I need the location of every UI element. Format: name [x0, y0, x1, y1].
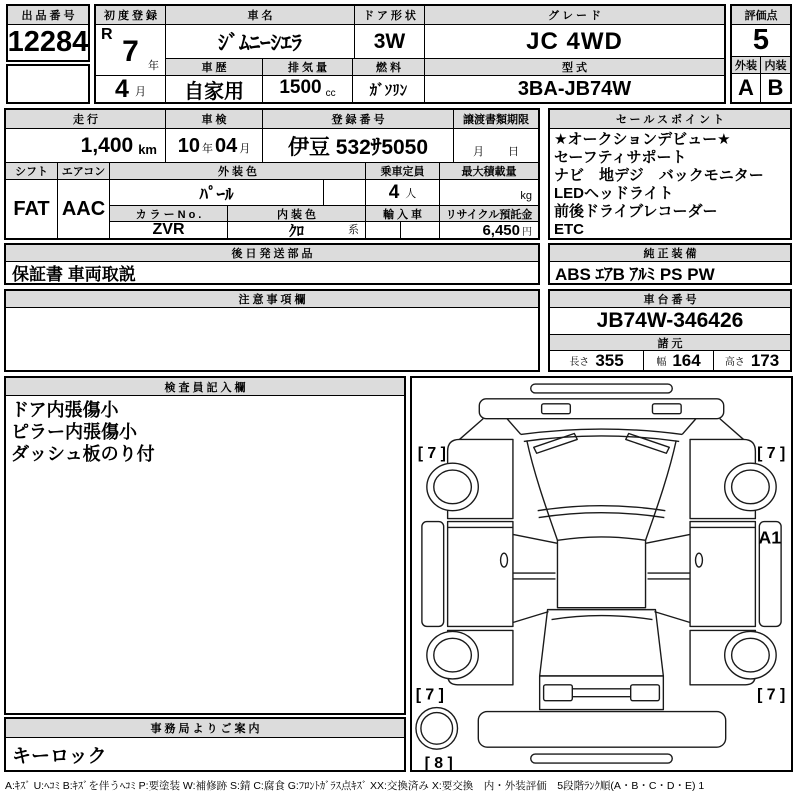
transfer-value-cell: [454, 129, 538, 163]
recycle-cell: [440, 222, 538, 238]
mileage-value-cell: [6, 129, 166, 163]
oem-equipment-label: 純正装備: [550, 245, 790, 262]
car-name-text: ｼﾞﾑﾆｰｼｴﾗ: [218, 31, 302, 55]
shaken-label: 車検: [166, 110, 263, 129]
front-bumper: [479, 399, 723, 419]
car-top-view-diagram: [412, 378, 791, 770]
model-label: 型式: [425, 59, 724, 76]
mileage-label: 走行: [6, 110, 166, 129]
capacity-unit: 人: [405, 188, 417, 200]
windshield-side-left: [527, 440, 558, 540]
first-reg-month-unit: 月: [134, 86, 146, 98]
office-notice-value: キーロック: [12, 745, 107, 767]
aircon-value: AAC: [58, 180, 110, 238]
first-reg-year: 7: [122, 35, 139, 68]
sales-point-line: セーフティサポート: [554, 149, 687, 166]
tire-marker-rear-left: [ 7 ]: [415, 686, 444, 704]
color-no-value: ZVR: [110, 222, 228, 238]
door-label: ドア形状: [355, 6, 425, 25]
tail-light-right: [631, 685, 660, 701]
displacement-value: 1500: [279, 77, 322, 98]
fuel-value: ｶﾞｿﾘﾝ: [353, 76, 425, 102]
shaken-month: 04: [215, 135, 238, 157]
rocker-left: [422, 522, 444, 627]
door-right: [690, 522, 755, 627]
auction-no-box: [6, 4, 90, 62]
displacement-value-cell: [263, 76, 353, 102]
reg-no-value: 伊豆 532ｻ5050: [263, 129, 454, 163]
first-reg-month: 4: [115, 76, 129, 102]
spec-width-value: 164: [672, 351, 701, 370]
car-name-value: [166, 25, 355, 59]
model-value: 3BA-JB74W: [517, 77, 632, 100]
oem-equipment-value: ABS ｴｱB ｱﾙﾐ PS PW: [555, 265, 715, 283]
int-grade-label: 内装: [761, 57, 790, 74]
first-reg-label: 初度登録: [96, 6, 166, 25]
hood-edge: [521, 429, 682, 434]
auction-no-value: 12284: [8, 26, 88, 58]
shaken-year: 10: [177, 135, 200, 157]
later-parts-box: [4, 243, 540, 285]
shift-label: シフト: [6, 163, 58, 180]
registration-box: [4, 108, 540, 240]
capacity-value: 4: [388, 181, 400, 203]
ext-grade-value: A: [732, 74, 761, 102]
first-reg-year-unit: 年: [148, 60, 159, 72]
door-value: 3W: [355, 25, 425, 59]
windshield-side-right: [646, 440, 677, 540]
oem-equipment-box: [548, 243, 792, 285]
inspector-note-line: ダッシュ板のり付: [11, 444, 155, 464]
aircon-label: エアコン: [58, 163, 110, 180]
spare-tire-marker: [ 8 ]: [424, 754, 453, 770]
spec-width-label: 幅: [656, 357, 667, 368]
office-notice-box: [4, 717, 406, 772]
first-reg-year-cell: [96, 25, 166, 76]
int-color-label: 内装色: [228, 206, 366, 222]
max-load-unit: kg: [520, 190, 532, 202]
int-grade-value: B: [767, 75, 784, 100]
spec-height-cell: [714, 351, 790, 370]
spec-height-value: 173: [750, 351, 780, 370]
shaken-month-unit: 月: [239, 143, 251, 155]
inspector-box: [4, 376, 406, 715]
spec-height-label: 高さ: [724, 357, 745, 368]
car-name-label: 車名: [166, 6, 355, 25]
ext-color-label: 外装色: [110, 163, 366, 180]
door-left: [448, 522, 513, 627]
transfer-day-unit: 日: [508, 146, 519, 158]
shift-value: FAT: [6, 180, 58, 238]
rear-window: [540, 610, 664, 676]
ext-color-extra-cell: [324, 180, 366, 206]
displacement-label: 排気量: [263, 59, 353, 76]
front-top-bar: [531, 384, 673, 393]
ext-color-value: ﾊﾟｰﾙ: [110, 180, 324, 206]
recycle-value: 6,450: [482, 222, 520, 238]
int-color-cell: [228, 222, 366, 238]
shaken-year-unit: 年: [202, 143, 213, 155]
grade-label: グレード: [425, 6, 724, 25]
door-handle-left: [501, 553, 508, 567]
import-cell-2: [401, 222, 440, 238]
sales-point-line: ★オークションデビュー★: [554, 131, 731, 148]
chassis-value: JB74W-346426: [550, 308, 790, 335]
max-load-label: 最大積載量: [440, 163, 538, 180]
first-reg-era: R: [101, 26, 113, 43]
tail-light-left: [544, 685, 573, 701]
mileage-value: 1,400: [80, 133, 134, 157]
roof-floor: [557, 537, 645, 608]
import-label: 輸入車: [366, 206, 440, 222]
transfer-label: 譲渡書類期限: [454, 110, 538, 129]
sales-point-line: ETC: [554, 221, 584, 238]
chassis-label: 車台番号: [550, 291, 790, 308]
later-parts-value: 保証書 車両取説: [12, 265, 136, 283]
first-reg-month-cell: [96, 76, 166, 102]
int-color-value: ｸﾛ: [288, 222, 304, 238]
max-load-cell: [440, 180, 538, 206]
ext-grade-label: 外装: [732, 57, 761, 74]
notes-value: [6, 308, 538, 370]
score-label: 評価点: [732, 6, 790, 25]
score-value: 5: [732, 25, 790, 57]
shaken-value-cell: [166, 129, 263, 163]
auction-no-label: 出品番号: [8, 6, 88, 25]
spec-length-label: 長さ: [569, 357, 590, 368]
spec-width-cell: [644, 351, 714, 370]
spec-length-value: 355: [595, 351, 624, 370]
damage-marker-a1: A1: [758, 527, 782, 548]
sales-points-box: [548, 108, 792, 240]
transfer-month-unit: 月: [473, 146, 484, 158]
rear-bottom-bar: [531, 754, 673, 763]
vehicle-header-box: [94, 4, 726, 104]
grade-value: JC 4WD: [425, 25, 724, 59]
mileage-unit: km: [138, 142, 157, 157]
damage-diagram-box: [410, 376, 793, 772]
recycle-unit: 円: [522, 226, 532, 238]
sales-point-line: ナビ 地デジ バックモニター: [554, 167, 764, 184]
tailgate: [540, 676, 664, 710]
int-color-suffix: 系: [348, 224, 359, 236]
sales-points-list: [554, 131, 764, 239]
capacity-label: 乗車定員: [366, 163, 440, 180]
capacity-value-cell: [366, 180, 440, 206]
inspector-label: 検査員記入欄: [6, 378, 404, 396]
tire-marker-front-right: [ 7 ]: [757, 445, 786, 463]
inspector-notes: [11, 399, 155, 465]
sales-point-line: LEDヘッドライト: [554, 185, 674, 202]
inspector-note-line: ピラー内張傷小: [11, 422, 137, 442]
import-cell-1: [366, 222, 401, 238]
later-parts-label: 後日発送部品: [6, 245, 538, 262]
score-box: [730, 4, 792, 104]
spec-length-cell: [550, 351, 644, 370]
auction-no-empty-box: [6, 64, 90, 104]
history-value: 自家用: [166, 76, 263, 102]
tire-marker-rear-right: [ 7 ]: [757, 686, 786, 704]
office-notice-label: 事務局よりご案内: [6, 719, 404, 738]
reg-no-label: 登録番号: [263, 110, 454, 129]
sales-points-label: セールスポイント: [550, 110, 790, 129]
history-label: 車歴: [166, 59, 263, 76]
notes-label: 注意事項欄: [6, 291, 538, 308]
displacement-unit: cc: [325, 88, 336, 99]
legend-text: A:ｷｽﾞ U:ﾍｺﾐ B:ｷｽﾞを伴うﾍｺﾐ P:要塗装 W:補修跡 S:錆 C:腐食 G:ﾌﾛﾝﾄｶﾞﾗｽ点ｷｽﾞ XX:交換済み X:要交換 内・外装評価 5段階ﾗﾝｸ順(A・B・C・D・E) 1: [5, 780, 705, 792]
tire-marker-front-left: [ 7 ]: [417, 445, 446, 463]
door-handle-right: [696, 553, 703, 567]
specs-label: 諸元: [550, 335, 790, 351]
rear-bumper: [478, 712, 725, 748]
fuel-label: 燃料: [353, 59, 425, 76]
sales-point-line: 前後ドライブレコーダー: [554, 203, 718, 220]
chassis-box: [548, 289, 792, 372]
color-no-label: カラーNo.: [110, 206, 228, 222]
notes-box: [4, 289, 540, 372]
recycle-label: リサイクル預託金: [440, 206, 538, 222]
inspector-note-line: ドア内張傷小: [11, 400, 119, 420]
